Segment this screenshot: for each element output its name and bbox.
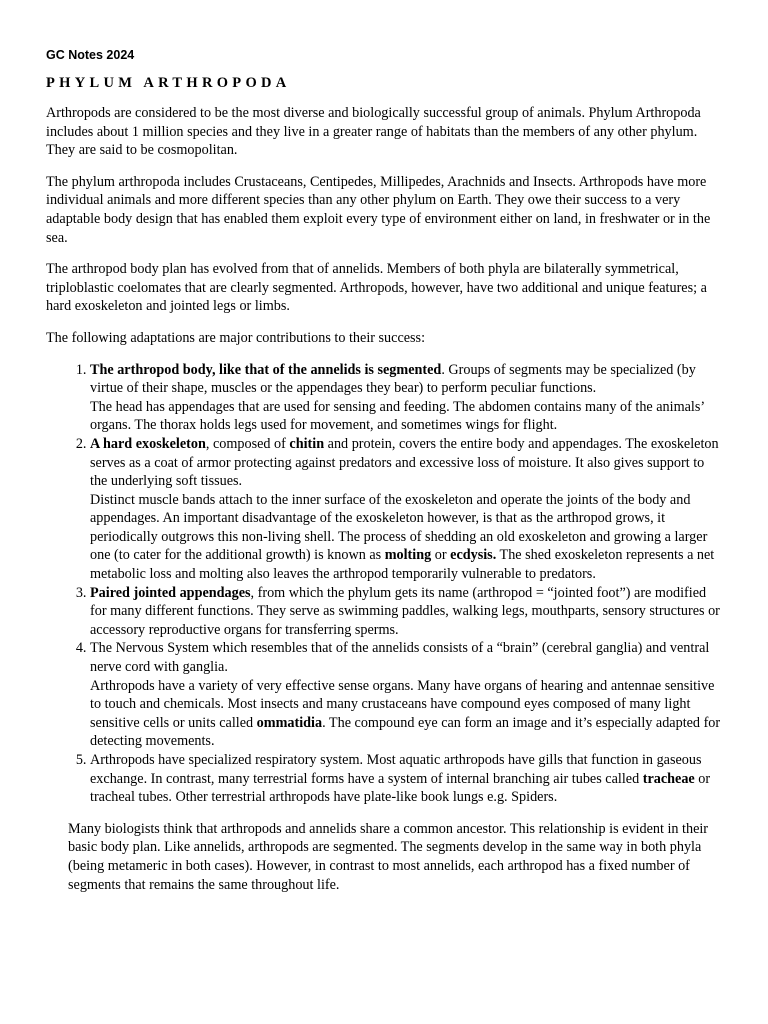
list-text: The shed exoskeleton represents a net metabolic loss and molting also leaves the arthropod temporarily vulnerable to predators.: [90, 547, 715, 583]
emphasis: tracheae: [642, 770, 695, 787]
adaptations-intro: The following adaptations are major contributions to their success:: [46, 329, 426, 346]
list-text: Arthropods have a variety of very effective sense organs. Many have organs of hearing and antennae sensitive to touch and chemicals. Most insects and many crustaceans have compound eyes composed of many light sensitive cells or units called: [90, 677, 715, 731]
list-subtext: The head has appendages that are used for sensing and feeding. The abdomen contains many of the animals’ organs. The thorax holds legs used for movement, and sometimes wings for flight.: [90, 398, 705, 434]
intro-paragraph: Arthropods are considered to be the most diverse and biologically successful group of animals. Phylum Arthropoda includes about 1 million species and they live in a greater range of habitats than the members of any other phylum. They are said to be cosmopolitan.: [46, 105, 701, 159]
document-header: GC Notes 2024: [46, 48, 135, 62]
list-text: Arthropods have specialized respiratory system. Most aquatic arthropods have gills that function in gaseous exchange. In contrast, many terrestrial forms have a system of internal branching air tubes called: [90, 752, 702, 787]
emphasis: ommatidia: [256, 714, 323, 731]
emphasis: ecdysis.: [450, 547, 497, 564]
list-item: [90, 751, 722, 807]
closing-paragraph: Many biologists think that arthropods and annelids share a common ancestor. This relationship is evident in their basic body plan. Like annelids, arthropods are segmented. The segments develop in the same way in both phyla (being metameric in both cases). However, in contrast to most annelids, each arthropod has a fixed number of segments that remains the same throughout life.: [68, 820, 709, 893]
list-item: [90, 639, 722, 751]
list-text: . The compound eye can form an image and it’s especially adapted for detecting movements.: [90, 714, 721, 750]
emphasis: A hard exoskeleton: [90, 435, 206, 452]
list-subtext: [90, 491, 722, 584]
list-text: Distinct muscle bands attach to the inner surface of the exoskeleton and operate the joints of the body and appendages. An important disadvantage of the exoskeleton however, is that as the arthropod grows, it periodically outgrows this non-living shell. The process of shedding an old exoskeleton and growing a larger one (to cater for the additional growth) is known as: [90, 491, 708, 564]
list-text: and protein, covers the entire body and appendages. The exoskeleton serves as a coat of armor protecting against predators and excessive loss of moisture. It also gives support to the underlying soft tissues.: [90, 435, 719, 490]
list-item: [90, 435, 722, 584]
emphasis: molting: [384, 547, 432, 564]
list-text: , composed of: [205, 435, 290, 452]
list-text: , from which the phylum gets its name (arthropod = “jointed foot”) are modified for many different functions. They serve as swimming paddles, walking legs, mouthparts, sensory structures or accessory reproductive organs for transferring sperms.: [90, 584, 720, 638]
list-text: or: [431, 547, 451, 564]
body-plan-paragraph: The arthropod body plan has evolved from that of annelids. Members of both phyla are bilaterally symmetrical, triploblastic coelomates that are clearly segmented. Arthropods, however, have two additional and unique features; a hard exoskeleton and jointed legs or limbs.: [46, 261, 707, 315]
emphasis: Paired jointed appendages: [90, 584, 251, 601]
list-subtext: [90, 677, 722, 751]
emphasis: chitin: [289, 435, 325, 452]
list-text: . Groups of segments may be specialized (by virtue of their shape, muscles or the appendages they bear) to perform peculiar functions.: [90, 361, 696, 397]
list-item: [90, 361, 722, 435]
document-title: PHYLUM ARTHROPODA: [46, 75, 291, 91]
list-text: or tracheal tubes. Other terrestrial arthropods have plate-like book lungs e.g. Spiders.: [90, 770, 711, 806]
list-item: [90, 584, 722, 640]
list-text: The Nervous System which resembles that of the annelids consists of a “brain” (cerebral ganglia) and ventral nerve cord with ganglia.: [90, 640, 710, 676]
emphasis: The arthropod body, like that of the annelids is segmented: [90, 361, 442, 378]
adaptations-list: [46, 361, 722, 807]
composition-paragraph: The phylum arthropoda includes Crustaceans, Centipedes, Millipedes, Arachnids and Insects. Arthropods have more individual animals and more different species than any other phylum on Earth. They owe their success to a very adaptable body design that has enabled them exploit every type of environment either on land, in freshwater or in the sea.: [46, 173, 711, 246]
